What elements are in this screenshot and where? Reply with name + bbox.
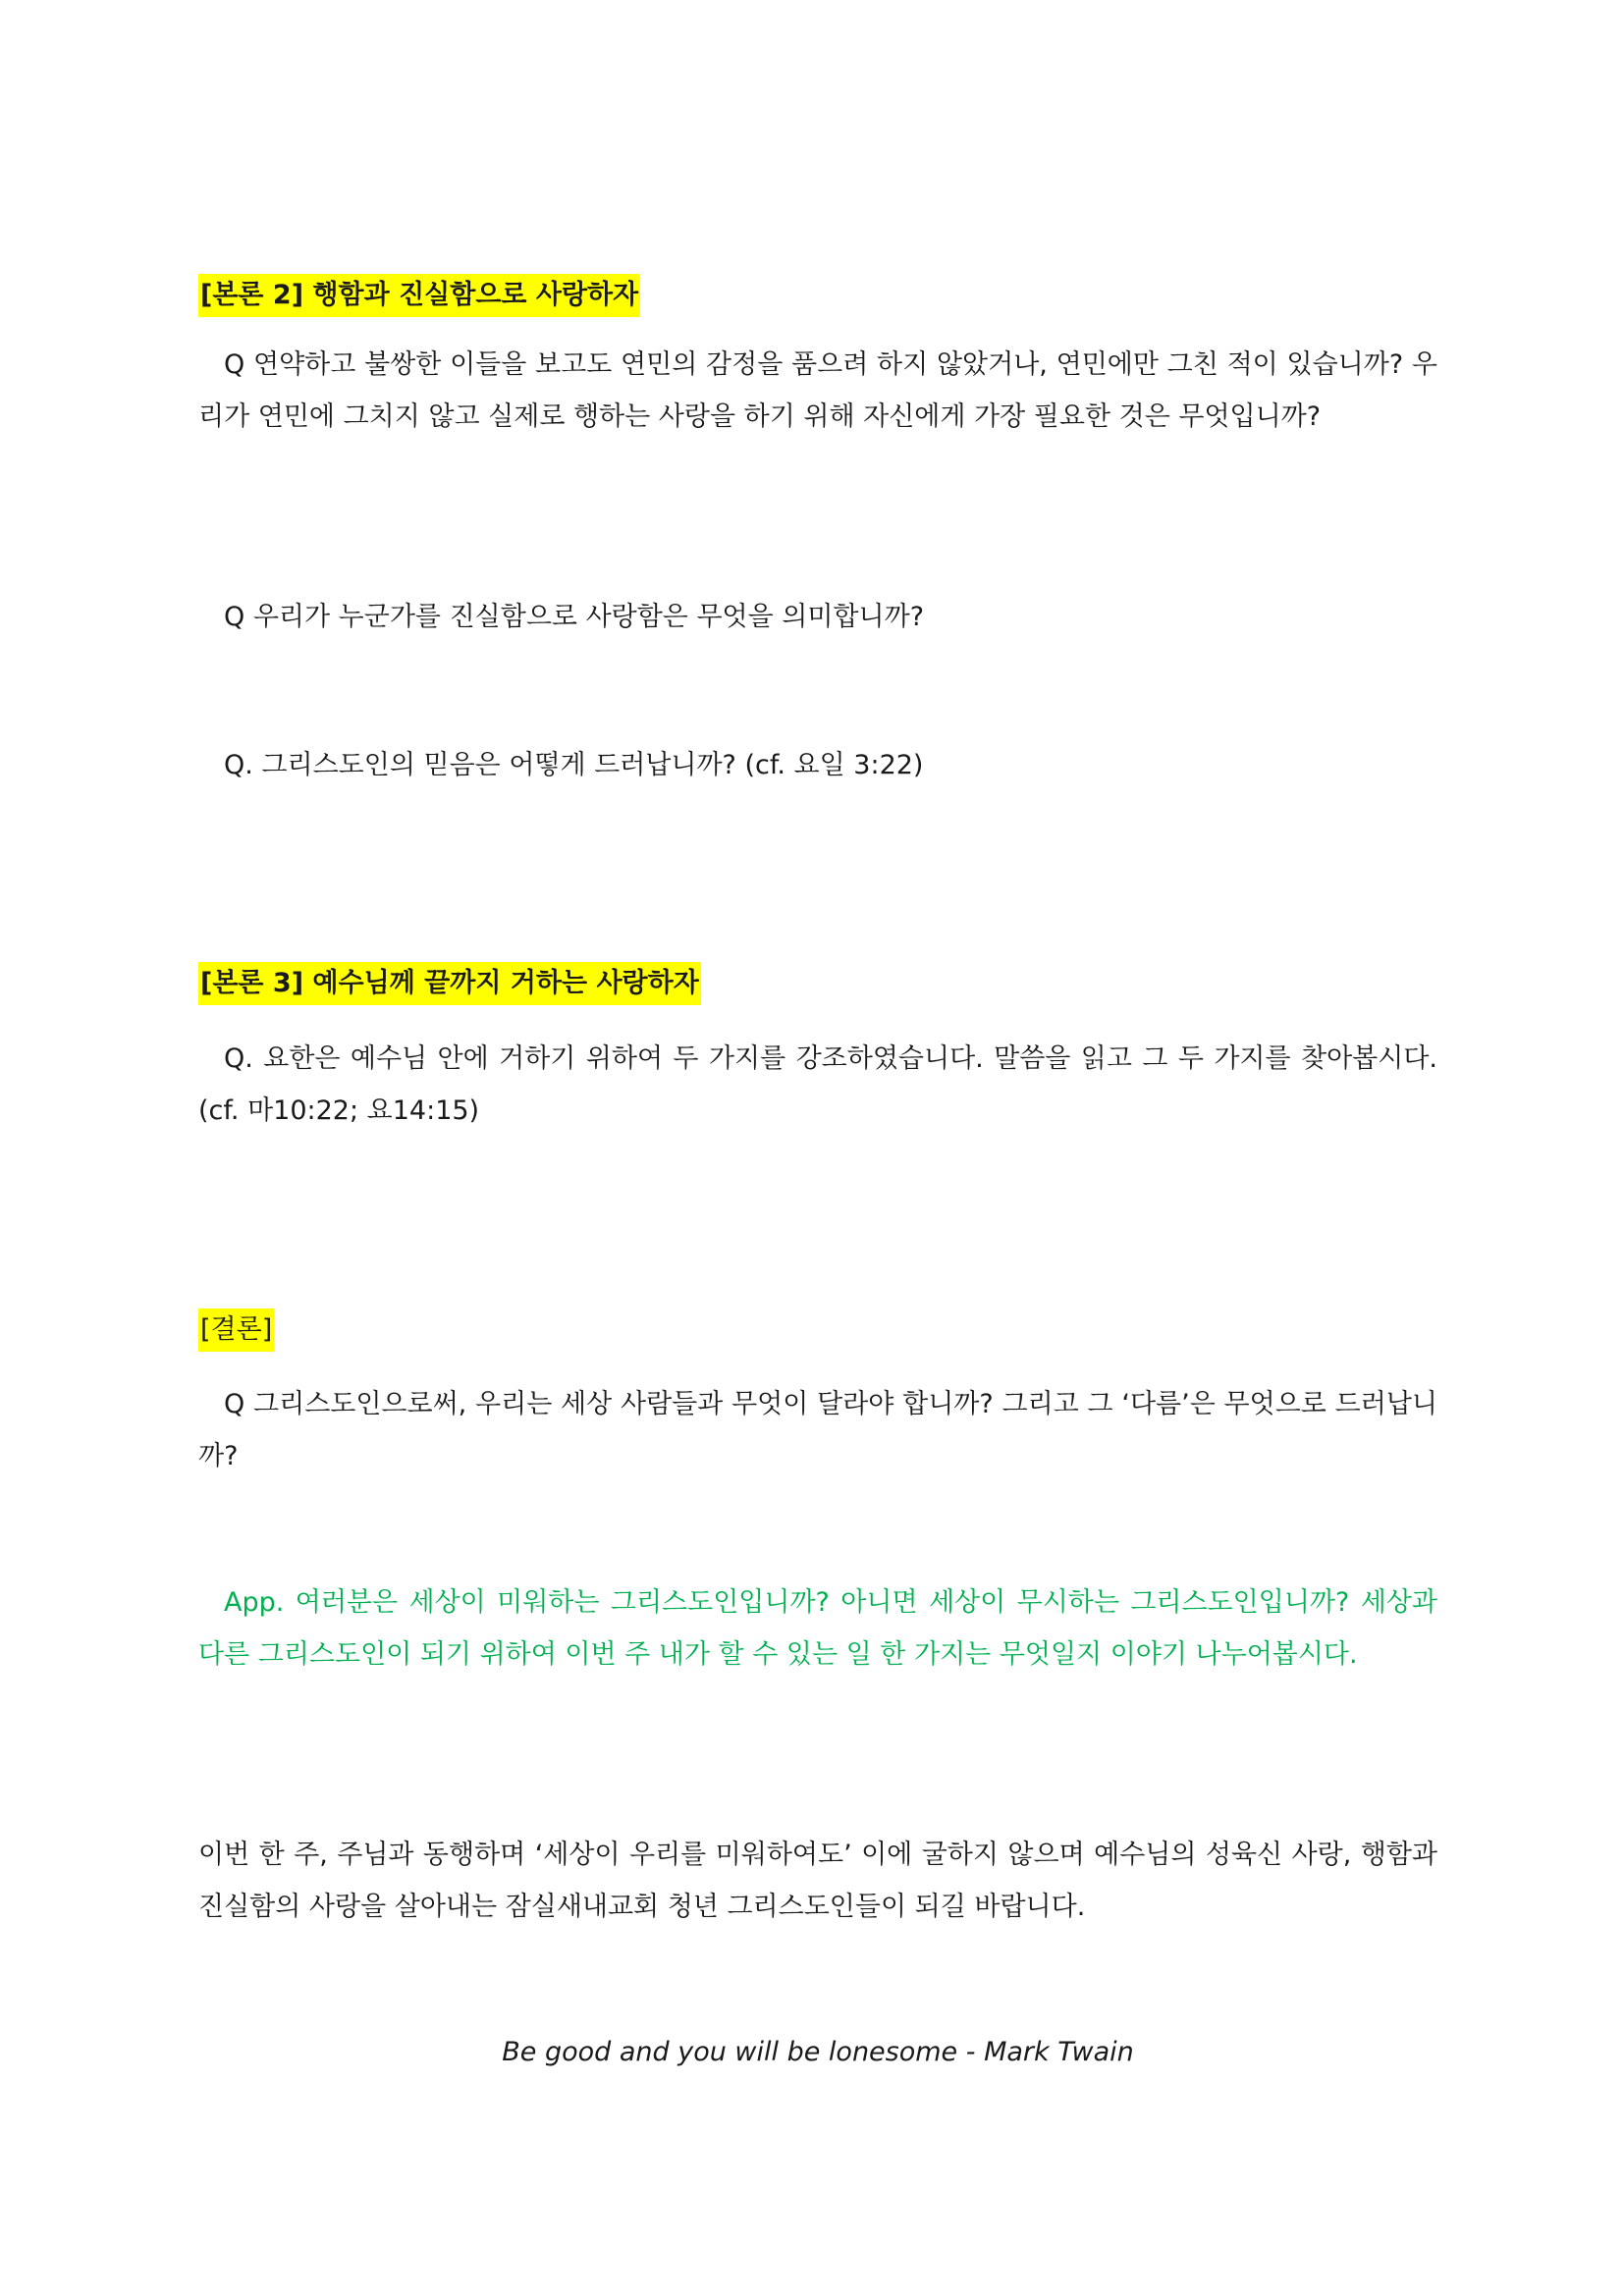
section2-question-1: Q 연약하고 불쌍한 이들을 보고도 연민의 감정을 품으려 하지 않았거나, 연민에만 그친 적이 있습니까? 우리가 연민에 그치지 않고 실제로 행하는 사랑을 하기 위해 자신에게 가장 필요한 것은 무엇입니까?: [198, 349, 1437, 432]
section3-heading: [본론 3] 예수님께 끝까지 거하는 사랑하자: [198, 962, 701, 1005]
section3-question-1: Q. 요한은 예수님 안에 거하기 위하여 두 가지를 강조하였습니다. 말씀을 읽고 그 두 가지를 찾아봅시다. (cf. 마10:22; 요14:15): [198, 1043, 1437, 1126]
document-page: [198, 0, 1437, 2296]
section2-question-3: Q. 그리스도인의 믿음은 어떻게 드러납니까? (cf. 요일 3:22): [224, 750, 924, 780]
section2-heading: [본론 2] 행함과 진실함으로 사랑하자: [198, 274, 640, 317]
closing-paragraph: 이번 한 주, 주님과 동행하며 ‘세상이 우리를 미워하여도’ 이에 굴하지 않으며 예수님의 성육신 사랑, 행함과 진실함의 사랑을 살아내는 잠실새내교회 청년 그리스도인들이 되길 바랍니다.: [198, 1840, 1437, 1922]
application-text: App. 여러분은 세상이 미워하는 그리스도인입니까? 아니면 세상이 무시하는 그리스도인입니까? 세상과 다른 그리스도인이 되기 위하여 이번 주 내가 할 수 있는 일 한 가지는 무엇일지 이야기 나누어봅시다.: [198, 1587, 1437, 1670]
closing-quote: Be good and you will be lonesome - Mark Twain: [502, 2037, 1134, 2067]
conclusion-heading: [결론]: [198, 1308, 274, 1352]
conclusion-question-1: Q 그리스도인으로써, 우리는 세상 사람들과 무엇이 달라야 합니까? 그리고 그 ‘다름’은 무엇으로 드러납니까?: [198, 1389, 1437, 1471]
section2-question-2: Q 우리가 누군가를 진실함으로 사랑함은 무엇을 의미합니까?: [224, 602, 925, 632]
